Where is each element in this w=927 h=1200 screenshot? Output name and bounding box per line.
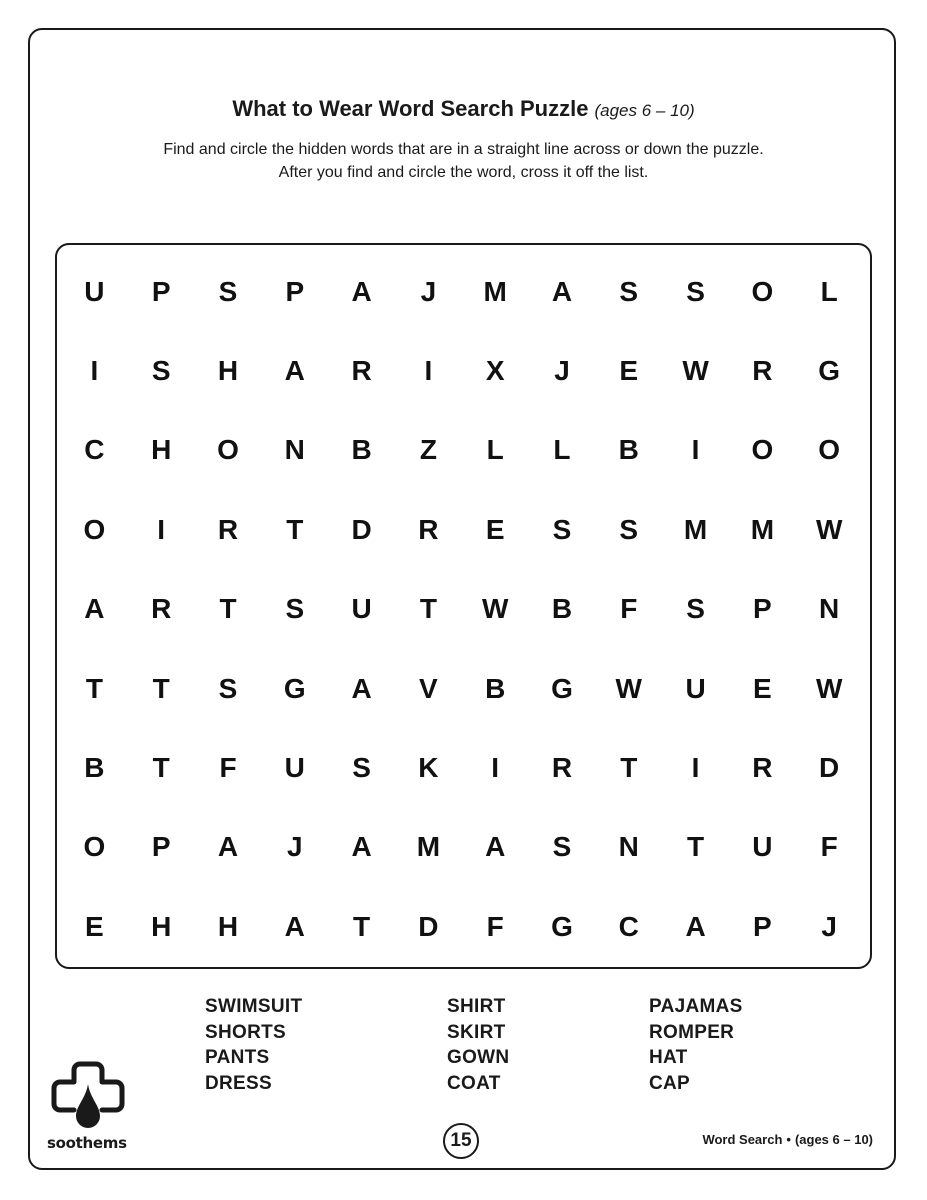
grid-letter[interactable]: W: [682, 355, 709, 387]
grid-letter[interactable]: O: [751, 275, 774, 307]
grid-letter[interactable]: T: [419, 593, 437, 625]
grid-letter[interactable]: P: [285, 275, 305, 307]
grid-letter[interactable]: P: [151, 275, 171, 307]
grid-letter[interactable]: J: [821, 910, 837, 942]
grid-letter[interactable]: S: [218, 672, 238, 704]
grid-letter[interactable]: M: [416, 831, 441, 863]
grid-letter[interactable]: A: [284, 355, 305, 387]
grid-letter[interactable]: D: [351, 513, 372, 545]
grid-letter[interactable]: B: [551, 593, 573, 625]
grid-letter[interactable]: I: [157, 513, 166, 545]
grid-letter[interactable]: T: [85, 672, 103, 704]
grid-letter[interactable]: I: [691, 752, 700, 784]
grid-letter[interactable]: I: [90, 355, 99, 387]
grid-letter[interactable]: U: [752, 831, 773, 863]
word-item: DRESS: [205, 1072, 272, 1094]
grid-letter[interactable]: O: [83, 831, 106, 863]
grid-letter[interactable]: S: [686, 593, 705, 625]
word-item: HAT: [649, 1047, 688, 1068]
grid-letter[interactable]: K: [418, 752, 439, 784]
grid-letter[interactable]: O: [83, 513, 106, 545]
letter-grid: [61, 252, 863, 967]
grid-letter[interactable]: L: [553, 434, 571, 466]
grid-letter[interactable]: B: [84, 752, 105, 784]
grid-letter[interactable]: D: [819, 752, 840, 784]
grid-letter[interactable]: A: [351, 831, 372, 863]
grid-letter[interactable]: F: [620, 593, 638, 625]
word-item: GOWN: [447, 1047, 510, 1068]
grid-letter[interactable]: S: [619, 275, 639, 307]
word-list-column-3: [649, 994, 743, 1096]
grid-letter[interactable]: M: [750, 513, 775, 545]
grid-letter[interactable]: R: [551, 752, 573, 784]
grid-letter[interactable]: I: [491, 752, 500, 784]
grid-letter[interactable]: G: [551, 672, 573, 704]
grid-letter[interactable]: B: [485, 672, 506, 704]
grid-letter[interactable]: H: [151, 434, 172, 466]
grid-letter[interactable]: T: [286, 513, 304, 545]
grid-letter[interactable]: S: [218, 275, 238, 307]
grid-letter[interactable]: S: [352, 752, 371, 784]
grid-letter[interactable]: W: [615, 672, 642, 704]
footer-label: [702, 1132, 873, 1147]
grid-letter[interactable]: T: [353, 910, 371, 942]
grid-letter[interactable]: E: [619, 355, 639, 387]
soothems-logo-icon: [46, 1056, 130, 1136]
grid-letter[interactable]: I: [424, 355, 433, 387]
grid-letter[interactable]: B: [351, 434, 372, 466]
grid-letter[interactable]: A: [485, 831, 506, 863]
grid-letter[interactable]: A: [84, 593, 105, 625]
grid-letter[interactable]: N: [284, 434, 305, 466]
word-item: PANTS: [205, 1047, 270, 1068]
word-list-column-1: [205, 994, 302, 1096]
word-item: COAT: [447, 1072, 501, 1094]
grid-letter[interactable]: X: [485, 355, 505, 387]
grid-letter[interactable]: R: [752, 355, 773, 387]
grid-letter[interactable]: P: [753, 593, 772, 625]
grid-letter[interactable]: U: [84, 275, 105, 307]
grid-letter[interactable]: J: [554, 355, 570, 387]
grid-letter[interactable]: J: [420, 275, 437, 307]
grid-letter[interactable]: R: [217, 513, 239, 545]
grid-letter[interactable]: P: [753, 910, 772, 942]
footer-ages: (ages 6 – 10): [794, 1132, 873, 1147]
grid-letter[interactable]: R: [351, 355, 372, 387]
word-item: SHORTS: [205, 1021, 286, 1043]
grid-letter[interactable]: T: [152, 672, 170, 704]
grid-letter[interactable]: O: [751, 434, 774, 466]
grid-letter[interactable]: B: [618, 434, 639, 466]
grid-letter[interactable]: T: [620, 752, 638, 784]
grid-letter[interactable]: R: [151, 593, 172, 625]
grid-letter[interactable]: S: [552, 831, 572, 863]
grid-letter[interactable]: N: [618, 831, 639, 863]
grid-letter[interactable]: W: [815, 672, 843, 704]
grid-letter[interactable]: C: [84, 434, 105, 466]
grid-letter[interactable]: E: [485, 513, 505, 545]
grid-letter[interactable]: T: [687, 831, 705, 863]
grid-letter[interactable]: O: [217, 434, 239, 466]
grid-letter[interactable]: G: [283, 672, 306, 704]
word-list-column-2: [447, 994, 509, 1096]
grid-letter[interactable]: G: [551, 910, 573, 942]
grid-letter[interactable]: E: [753, 672, 772, 704]
grid-letter[interactable]: S: [686, 275, 705, 307]
word-item: PAJAMAS: [649, 996, 743, 1017]
puzzle-title: [0, 96, 927, 122]
grid-letter[interactable]: U: [284, 752, 305, 784]
grid-letter[interactable]: L: [486, 434, 504, 466]
footer-title: Word Search: [702, 1132, 783, 1147]
grid-letter[interactable]: L: [820, 275, 838, 307]
grid-letter[interactable]: T: [152, 752, 170, 784]
grid-letter[interactable]: J: [287, 831, 303, 863]
grid-letter[interactable]: A: [351, 672, 372, 704]
instruction-line-1: Find and circle the hidden words that are in a straight line across or down the puzzle.: [163, 141, 764, 158]
grid-letter[interactable]: C: [618, 910, 639, 942]
grid-letter[interactable]: M: [683, 513, 708, 545]
grid-letter[interactable]: P: [151, 831, 171, 863]
grid-letter[interactable]: S: [151, 355, 171, 387]
grid-letter[interactable]: H: [151, 910, 172, 942]
grid-letter[interactable]: F: [820, 831, 838, 863]
title-ages: (ages 6 – 10): [594, 101, 695, 120]
grid-letter[interactable]: H: [217, 910, 239, 942]
grid-letter[interactable]: S: [619, 513, 639, 545]
grid-letter[interactable]: A: [351, 275, 372, 307]
instruction-line-2: After you find and circle the word, cross it off the list.: [278, 164, 649, 181]
word-item: CAP: [649, 1072, 691, 1094]
word-item: SWIMSUIT: [205, 996, 303, 1017]
grid-letter[interactable]: F: [486, 910, 504, 942]
word-item: SKIRT: [447, 1021, 506, 1043]
page-number: 15: [443, 1123, 479, 1159]
grid-letter[interactable]: F: [219, 752, 237, 784]
grid-letter[interactable]: A: [217, 831, 239, 863]
grid-letter[interactable]: I: [691, 434, 700, 466]
grid-letter[interactable]: U: [685, 672, 706, 704]
grid-letter[interactable]: H: [217, 355, 239, 387]
grid-letter[interactable]: E: [85, 910, 104, 942]
logo-text: soothems: [47, 1134, 127, 1152]
grid-letter[interactable]: Z: [419, 434, 437, 466]
grid-letter[interactable]: A: [685, 910, 706, 942]
grid-letter[interactable]: A: [284, 910, 305, 942]
grid-letter[interactable]: W: [815, 513, 843, 545]
grid-letter[interactable]: M: [483, 275, 507, 307]
grid-letter[interactable]: S: [285, 593, 305, 625]
word-item: ROMPER: [649, 1021, 735, 1043]
grid-letter[interactable]: A: [551, 275, 573, 307]
grid-letter[interactable]: R: [752, 752, 773, 784]
grid-letter[interactable]: U: [351, 593, 372, 625]
grid-letter[interactable]: R: [418, 513, 439, 545]
grid-letter[interactable]: V: [419, 672, 438, 704]
grid-letter[interactable]: W: [481, 593, 509, 625]
word-item: SHIRT: [447, 996, 506, 1017]
grid-letter[interactable]: G: [818, 355, 841, 387]
title-text: What to Wear Word Search Puzzle: [232, 96, 589, 121]
grid-letter[interactable]: N: [819, 593, 840, 625]
footer-separator: •: [786, 1132, 791, 1147]
grid-letter[interactable]: O: [818, 434, 841, 466]
grid-letter[interactable]: D: [418, 910, 439, 942]
grid-letter[interactable]: T: [219, 593, 237, 625]
grid-letter[interactable]: S: [552, 513, 572, 545]
